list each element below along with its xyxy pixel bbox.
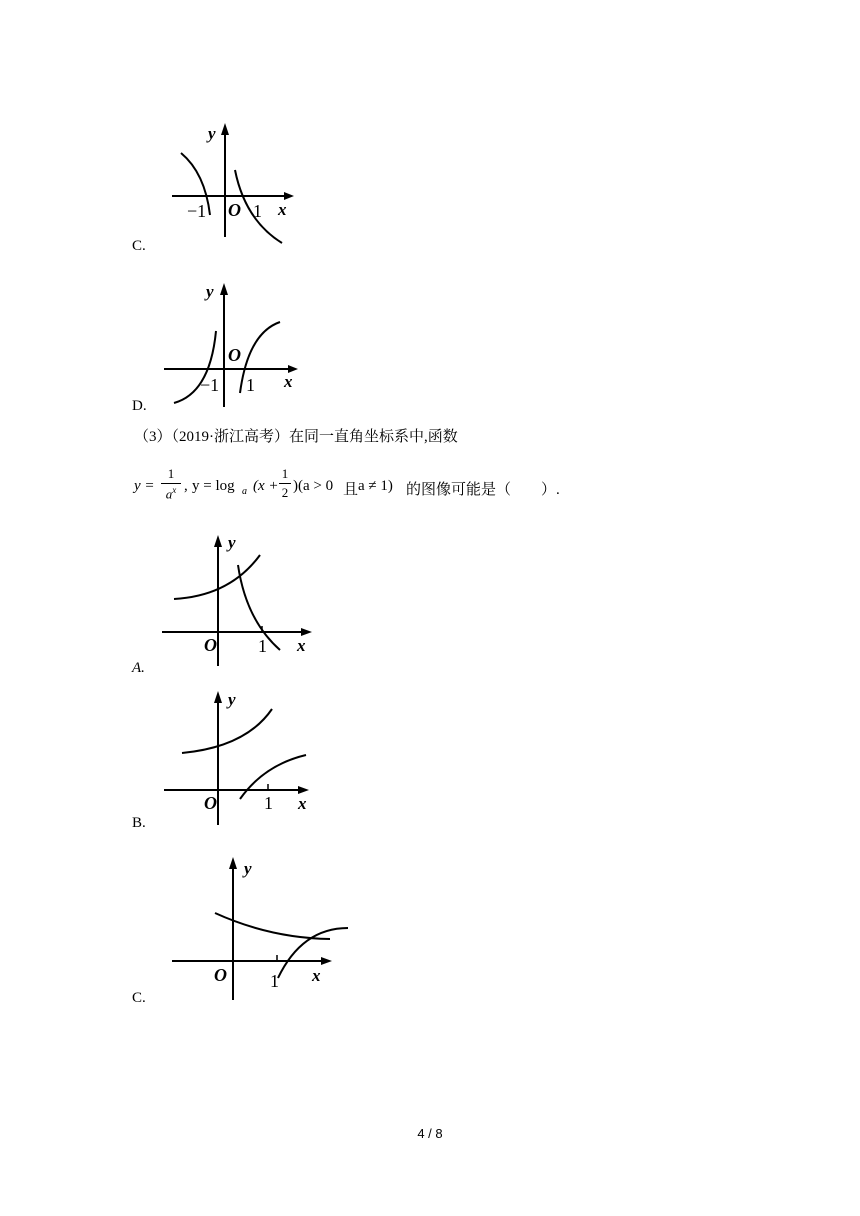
fraction-numerator: 1 bbox=[281, 466, 289, 481]
x-axis-arrow bbox=[321, 957, 332, 965]
y1-prefix: y = bbox=[134, 478, 155, 494]
fraction-denominator: a bbox=[165, 486, 173, 502]
x-axis-label: x bbox=[297, 636, 306, 655]
log-curve bbox=[240, 755, 306, 799]
condition-tail: a ≠ 1) bbox=[358, 478, 393, 494]
x-axis-arrow bbox=[298, 786, 309, 794]
x-axis-label: x bbox=[312, 966, 321, 985]
graph-svg bbox=[160, 530, 320, 660]
option-letter-c[interactable]: C. bbox=[132, 990, 146, 1006]
fraction-denominator: 2 bbox=[281, 485, 289, 500]
exponent-x: x bbox=[172, 485, 177, 495]
y2-prefix: y = log bbox=[192, 478, 235, 494]
tick-label-1: 1 bbox=[253, 201, 262, 221]
origin-label: O bbox=[228, 345, 241, 365]
option-letter-a[interactable]: A. bbox=[132, 660, 145, 676]
origin-label: O bbox=[204, 793, 217, 813]
log-argument-open: (x + bbox=[253, 478, 279, 494]
exponential-curve bbox=[182, 709, 272, 753]
condition-and: 且 bbox=[343, 482, 359, 498]
y-axis-arrow bbox=[214, 535, 222, 547]
tick-label-neg-1: −1 bbox=[187, 201, 207, 221]
y-axis-label: y bbox=[208, 124, 216, 143]
y-axis-label: y bbox=[228, 690, 236, 709]
fraction-numerator: 1 bbox=[167, 466, 175, 481]
origin-label: O bbox=[228, 200, 241, 220]
graph-svg bbox=[160, 850, 355, 1000]
x-axis-label: x bbox=[278, 200, 287, 219]
page-number: 4 / 8 bbox=[417, 1126, 443, 1141]
tick-label-1: 1 bbox=[270, 971, 279, 991]
y-axis-arrow bbox=[229, 857, 237, 869]
q3-option-c-graph bbox=[160, 850, 355, 1000]
q3-option-b-graph bbox=[160, 685, 320, 825]
graph-svg bbox=[160, 275, 320, 410]
log-base: a bbox=[242, 486, 247, 497]
tick-label-1: 1 bbox=[246, 375, 255, 395]
origin-label: O bbox=[214, 965, 227, 985]
option-letter-c[interactable]: C. bbox=[132, 238, 146, 254]
y-axis-arrow bbox=[221, 123, 229, 135]
tick-label-1: 1 bbox=[258, 636, 267, 656]
fraction-one-half bbox=[279, 466, 291, 501]
graph-svg bbox=[160, 685, 320, 825]
fraction-bar bbox=[279, 483, 291, 484]
option-letter-d[interactable]: D. bbox=[132, 398, 147, 414]
option-letter-b[interactable]: B. bbox=[132, 815, 146, 831]
condition-open: )(a > 0 bbox=[293, 478, 334, 494]
question-3-suffix: 的图像可能是（ ）. bbox=[406, 482, 560, 498]
separator-comma: , bbox=[184, 478, 188, 494]
graph-svg bbox=[160, 115, 320, 250]
y-axis-label: y bbox=[244, 859, 252, 878]
prev-option-d-graph bbox=[160, 275, 320, 410]
y-axis-label: y bbox=[228, 533, 236, 552]
q3-option-a-graph bbox=[160, 530, 320, 660]
x-axis-label: x bbox=[298, 794, 307, 813]
y-axis-label: y bbox=[206, 282, 214, 301]
x-axis-arrow bbox=[284, 192, 294, 200]
tick-label-neg-1: −1 bbox=[200, 375, 220, 395]
origin-label: O bbox=[204, 635, 217, 655]
question-3-header: （3）（2019·浙江高考）在同一直角坐标系中,函数 bbox=[134, 429, 458, 445]
y-axis-arrow bbox=[220, 283, 228, 295]
x-axis-label: x bbox=[284, 372, 293, 391]
x-axis-arrow bbox=[301, 628, 312, 636]
tick-label-1: 1 bbox=[264, 793, 273, 813]
y-axis-arrow bbox=[214, 691, 222, 703]
fraction-bar bbox=[161, 483, 181, 484]
fraction-one-over-a-x bbox=[161, 466, 181, 502]
prev-option-c-graph bbox=[160, 115, 320, 250]
